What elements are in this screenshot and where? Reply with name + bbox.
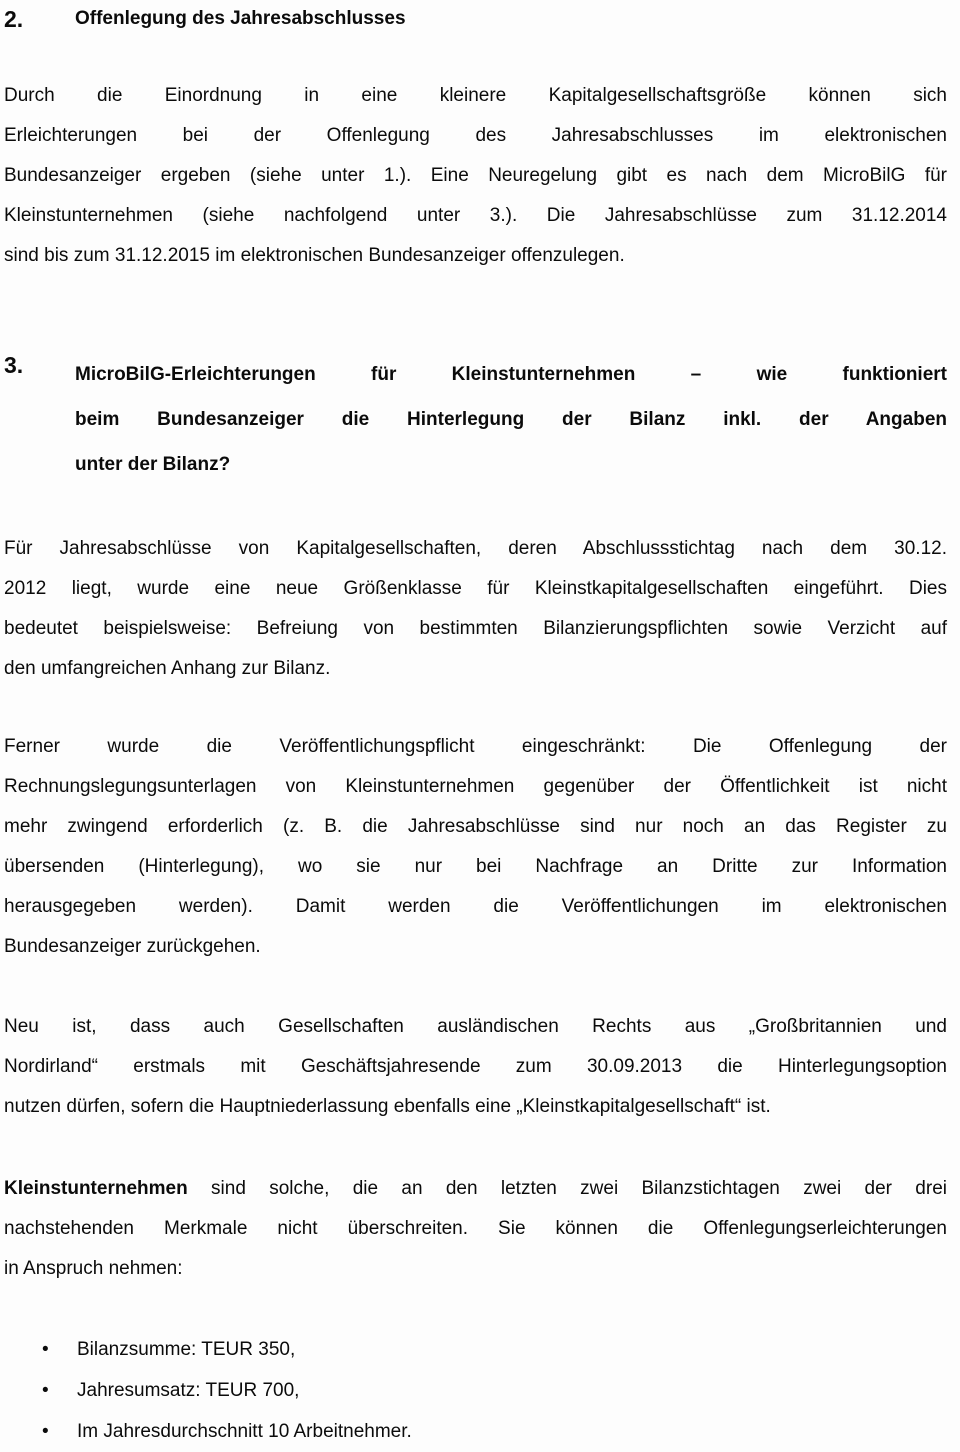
section-3-heading <box>4 352 947 487</box>
paragraph-line: Bundesanzeiger zurückgehen. <box>4 936 261 957</box>
paragraph-line: Durch die Einordnung in eine kleinere Kapitalgesellschaftsgröße können sich <box>4 85 947 106</box>
paragraph-line: Neu ist, dass auch Gesellschaften ausländischen Rechts aus „Großbritannien und <box>4 1016 947 1037</box>
paragraph-line: Nordirland“ erstmals mit Geschäftsjahresende zum 30.09.2013 die Hinterlegungsoption <box>4 1056 947 1077</box>
list-item <box>4 1411 947 1452</box>
list-item-text: Im Jahresdurchschnitt 10 Arbeitnehmer. <box>77 1421 412 1442</box>
list-item <box>4 1370 947 1411</box>
section-3-title-line: beim Bundesanzeiger die Hinterlegung der Bilanz inkl. der Angaben <box>75 409 947 430</box>
section-2-heading <box>4 2 947 36</box>
paragraph-line: Für Jahresabschlüsse von Kapitalgesellschaften, deren Abschlussstichtag nach dem 30.12. <box>4 538 947 559</box>
paragraph-line: Rechnungslegungsunterlagen von Kleinstunternehmen gegenüber der Öffentlichkeit ist nicht <box>4 776 947 797</box>
bullet-icon: • <box>42 1339 49 1360</box>
paragraph-line: 2012 liegt, wurde eine neue Größenklasse für Kleinstkapitalgesellschaften eingeführt. Dies <box>4 578 947 599</box>
section-2-title: Offenlegung des Jahresabschlusses <box>75 8 406 29</box>
bullet-icon: • <box>42 1421 49 1442</box>
section-3-number: 3. <box>4 352 24 378</box>
criteria-bullet-list <box>4 1329 947 1452</box>
paragraph-line: nachstehenden Merkmale nicht überschreiten. Sie können die Offenlegungserleichterungen <box>4 1218 947 1239</box>
paragraph-veroeffentlichungspflicht <box>4 727 947 967</box>
list-item-text: Jahresumsatz: TEUR 700, <box>77 1380 300 1401</box>
paragraph-kleinstunternehmen <box>4 1169 947 1289</box>
paragraph-line: Ferner wurde die Veröffentlichungspflicht eingeschränkt: Die Offenlegung der <box>4 736 947 757</box>
bold-lead-word: Kleinstunternehmen <box>4 1178 188 1199</box>
list-item-text: Bilanzsumme: TEUR 350, <box>77 1339 296 1360</box>
paragraph-line: sind bis zum 31.12.2015 im elektronischen Bundesanzeiger offenzulegen. <box>4 245 625 266</box>
paragraph-line <box>4 1169 947 1209</box>
paragraph-groessenklasse <box>4 529 947 689</box>
section-2-number: 2. <box>4 6 24 32</box>
paragraph-line: übersenden (Hinterlegung), wo sie nur bei Nachfrage an Dritte zur Information <box>4 856 947 877</box>
list-item <box>4 1329 947 1370</box>
paragraph-line: nutzen dürfen, sofern die Hauptniederlassung ebenfalls eine „Kleinstkapitalgesellschaft“ ist. <box>4 1096 771 1117</box>
paragraph-line: in Anspruch nehmen: <box>4 1258 183 1279</box>
paragraph-auslaendisches-recht <box>4 1007 947 1127</box>
paragraph-line: Kleinstunternehmen (siehe nachfolgend unter 3.). Die Jahresabschlüsse zum 31.12.2014 <box>4 205 947 226</box>
paragraph-line: den umfangreichen Anhang zur Bilanz. <box>4 658 331 679</box>
paragraph-line: mehr zwingend erforderlich (z. B. die Jahresabschlüsse sind nur noch an das Register zu <box>4 816 947 837</box>
paragraph-line: bedeutet beispielsweise: Befreiung von bestimmten Bilanzierungspflichten sowie Verzicht auf <box>4 618 947 639</box>
paragraph-intro <box>4 76 947 276</box>
paragraph-line: Bundesanzeiger ergeben (siehe unter 1.). Eine Neuregelung gibt es nach dem MicroBilG für <box>4 165 947 186</box>
section-3-title-line: unter der Bilanz? <box>75 454 231 475</box>
section-3-title-line: MicroBilG-Erleichterungen für Kleinstunternehmen – wie funktioniert <box>75 364 947 385</box>
bullet-icon: • <box>42 1380 49 1401</box>
paragraph-line: herausgegeben werden). Damit werden die Veröffentlichungen im elektronischen <box>4 896 947 917</box>
paragraph-line-text: sind solche, die an den letzten zwei Bilanzstichtagen zwei der drei <box>187 1178 947 1199</box>
paragraph-line: Erleichterungen bei der Offenlegung des Jahresabschlusses im elektronischen <box>4 125 947 146</box>
